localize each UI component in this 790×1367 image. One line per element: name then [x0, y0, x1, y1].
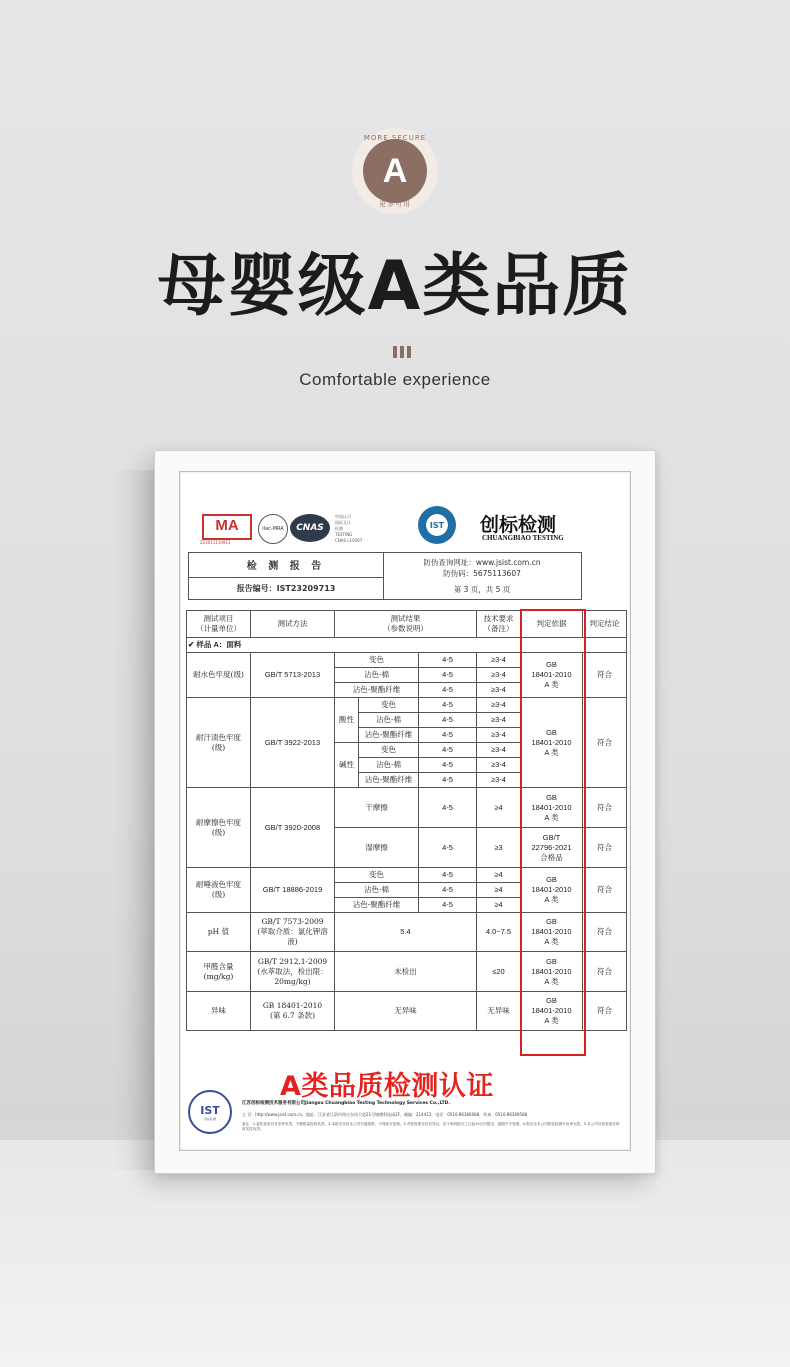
- col-method: 测试方法: [251, 611, 335, 638]
- table-cell: ≥3-4: [477, 728, 521, 743]
- table-cell: 4-5: [419, 698, 477, 713]
- table-cell: ≥3-4: [477, 683, 521, 698]
- table-cell: 变色: [335, 653, 419, 668]
- table-cell: 符合: [583, 913, 627, 952]
- table-row: [187, 992, 627, 1031]
- col-result: 测试结果 （参数说明）: [335, 611, 477, 638]
- table-cell: GB/T 5713-2013: [251, 653, 335, 698]
- table-cell: 干摩擦: [335, 788, 419, 828]
- table-cell: ≥3-4: [477, 758, 521, 773]
- floor: [0, 1140, 790, 1367]
- table-cell: 变色: [359, 698, 419, 713]
- table-cell: GB/T 3920-2008: [251, 788, 335, 868]
- table-cell: 5.4: [335, 913, 477, 952]
- cma-number: 231011110913: [200, 540, 231, 545]
- table-row: [187, 653, 627, 668]
- ilac-mra-logo: ilac-MRA: [258, 514, 288, 544]
- anti-counterfeit-code: 防伪码：5675113607: [443, 569, 521, 578]
- table-cell: ≥3-4: [477, 773, 521, 788]
- table-cell: 沾色-棉: [335, 883, 419, 898]
- brand-logo-letter: A: [382, 151, 408, 190]
- table-cell: 湿摩擦: [335, 828, 419, 868]
- table-cell: ≥4: [477, 898, 521, 913]
- table-cell: 符合: [583, 992, 627, 1031]
- table-cell: GB 18401-2010 A 类: [521, 868, 583, 913]
- brand-logo-badge: [363, 139, 427, 203]
- table-cell: 4.0~7.5: [477, 913, 521, 952]
- table-cell: 沾色-棉: [335, 668, 419, 683]
- table-cell: GB/T 2912.1-2009 (水萃取法，检出限： 20mg/kg): [251, 952, 335, 992]
- table-cell: 沾色-棉: [359, 758, 419, 773]
- footer-note: 备注：1.委托检验仅对来样负责，不做批量检验负责。2.本报告未经本公司书面批准，不得部分复制。3.对检验报告若有异议，应于收到报告之日起15日内提出，逾期不予受理。4.报告无本公司检验检测专用章无效。5.本公司对检验报告的真实性负责。: [242, 1122, 620, 1131]
- ist-seal-icon: IST 创标检测: [188, 1090, 232, 1134]
- table-cell: 沾色-聚酯纤维: [359, 773, 419, 788]
- table-cell: 符合: [583, 868, 627, 913]
- table-cell: ≥3-4: [477, 713, 521, 728]
- table-cell: 4-5: [419, 773, 477, 788]
- table-cell: 符合: [583, 653, 627, 698]
- table-cell: 4-5: [419, 728, 477, 743]
- table-cell: 4-5: [419, 828, 477, 868]
- table-row: [187, 913, 627, 952]
- company-name-en: CHUANGBIAO TESTING: [482, 534, 564, 542]
- test-results-table: [186, 610, 627, 1031]
- table-cell: 沾色-聚酯纤维: [335, 683, 419, 698]
- page-subtitle: Comfortable experience: [299, 370, 491, 389]
- table-cell: 耐摩擦色牢度 (级): [187, 788, 251, 868]
- table-cell: pH 值: [187, 913, 251, 952]
- table-cell: 4-5: [419, 653, 477, 668]
- table-cell: ≥3-4: [477, 653, 521, 668]
- table-row: [187, 788, 627, 828]
- table-cell: 沾色-棉: [359, 713, 419, 728]
- table-cell: ≥3-4: [477, 698, 521, 713]
- table-cell: 沾色-聚酯纤维: [335, 898, 419, 913]
- table-cell: ≥3-4: [477, 668, 521, 683]
- table-cell: 4-5: [419, 683, 477, 698]
- table-cell: GB 18401-2010 A 类: [521, 992, 583, 1031]
- table-cell: 变色: [335, 868, 419, 883]
- table-cell: ≥4: [477, 868, 521, 883]
- ist-logo: IST: [418, 506, 456, 544]
- table-cell: GB 18401-2010 (第 6.7 条款): [251, 992, 335, 1031]
- table-cell: 4-5: [419, 898, 477, 913]
- table-cell: 4-5: [419, 668, 477, 683]
- query-site: 防伪查询网址：www.jsist.com.cn: [423, 558, 541, 567]
- brand-logo: [352, 128, 438, 214]
- table-cell: 碱性: [335, 743, 359, 788]
- table-cell: 变色: [359, 743, 419, 758]
- brand-ring-bottom: 更多可用: [379, 200, 411, 208]
- table-header-row: [187, 611, 627, 638]
- table-cell: GB 18401-2010 A 类: [521, 698, 583, 788]
- cnas-logo: CNAS: [290, 514, 330, 542]
- col-basis: 判定依据: [521, 611, 583, 638]
- page-title: 母婴级A类品质: [157, 247, 633, 326]
- table-cell: ✔ 样品 A：面料: [187, 638, 627, 653]
- table-cell: GB 18401-2010 A 类: [521, 952, 583, 992]
- table-cell: ≤20: [477, 952, 521, 992]
- table-cell: GB/T 3922-2013: [251, 698, 335, 788]
- table-cell: 耐汗渍色牢度 (级): [187, 698, 251, 788]
- table-cell: GB/T 22796-2021 合格品: [521, 828, 583, 868]
- table-cell: 4-5: [419, 883, 477, 898]
- report-info-box: [188, 552, 582, 600]
- table-cell: 4-5: [419, 713, 477, 728]
- table-row: [187, 698, 627, 713]
- cnas-caption: 中国认可 国际互认 检测 TESTING CNAS L10567: [335, 514, 363, 543]
- footer-company: 江苏创标检测技术服务有限公司Jiangsu Chuangbiao Testing Technology Services Co.,LTD.: [242, 1101, 451, 1106]
- report-number: 报告编号：IST23209713: [189, 577, 383, 599]
- cma-logo: MA: [202, 514, 252, 540]
- table-cell: ≥4: [477, 788, 521, 828]
- table-row: [187, 868, 627, 883]
- table-cell: 符合: [583, 952, 627, 992]
- table-cell: 4-5: [419, 868, 477, 883]
- table-cell: ≥3: [477, 828, 521, 868]
- col-item: 测试项目 （计量单位）: [187, 611, 251, 638]
- col-conclusion: 判定结论: [583, 611, 627, 638]
- table-cell: ≥3-4: [477, 743, 521, 758]
- table-cell: GB 18401-2010 A 类: [521, 788, 583, 828]
- test-report-document: [179, 471, 631, 1151]
- brand-ring-top: MORE SECURE: [363, 134, 427, 142]
- table-row: [187, 952, 627, 992]
- table-cell: 4-5: [419, 743, 477, 758]
- table-cell: 符合: [583, 698, 627, 788]
- certification-caption: A类品质检测认证: [280, 1071, 494, 1102]
- table-cell: 酸性: [335, 698, 359, 743]
- table-cell: GB/T 18886-2019: [251, 868, 335, 913]
- divider-bars-icon: [393, 346, 411, 358]
- table-cell: 无异味: [477, 992, 521, 1031]
- table-cell: 符合: [583, 828, 627, 868]
- table-cell: GB 18401-2010 A 类: [521, 653, 583, 698]
- table-cell: ≥4: [477, 883, 521, 898]
- table-cell: GB/T 7573-2009 (萃取介质：氯化钾溶 液): [251, 913, 335, 952]
- company-name-cn: 创标检测: [480, 514, 557, 536]
- table-cell: 沾色-聚酯纤维: [359, 728, 419, 743]
- table-cell: 甲醛含量 (mg/kg): [187, 952, 251, 992]
- table-cell: GB 18401-2010 A 类: [521, 913, 583, 952]
- page-info: 第 3 页，共 5 页: [453, 585, 511, 594]
- table-cell: 4-5: [419, 788, 477, 828]
- table-cell: 耐唾液色牢度 (级): [187, 868, 251, 913]
- table-cell: 无异味: [335, 992, 477, 1031]
- table-cell: 异味: [187, 992, 251, 1031]
- table-cell: 耐水色牢度(级): [187, 653, 251, 698]
- footer-address: 主 页：http://www.jsist.com.cn，地址：江苏省江阴市周庄东风大道21号锦德科技园2F，邮编：214423，电话：0510-86366088，传真：0510-86369588: [242, 1112, 528, 1117]
- table-cell: 4-5: [419, 758, 477, 773]
- table-cell: 未检出: [335, 952, 477, 992]
- sample-row: [187, 638, 627, 653]
- picture-frame: [154, 450, 656, 1174]
- table-cell: 符合: [583, 788, 627, 828]
- col-requirement: 技术要求 （备注）: [477, 611, 521, 638]
- report-title: 检 测 报 告: [246, 561, 326, 572]
